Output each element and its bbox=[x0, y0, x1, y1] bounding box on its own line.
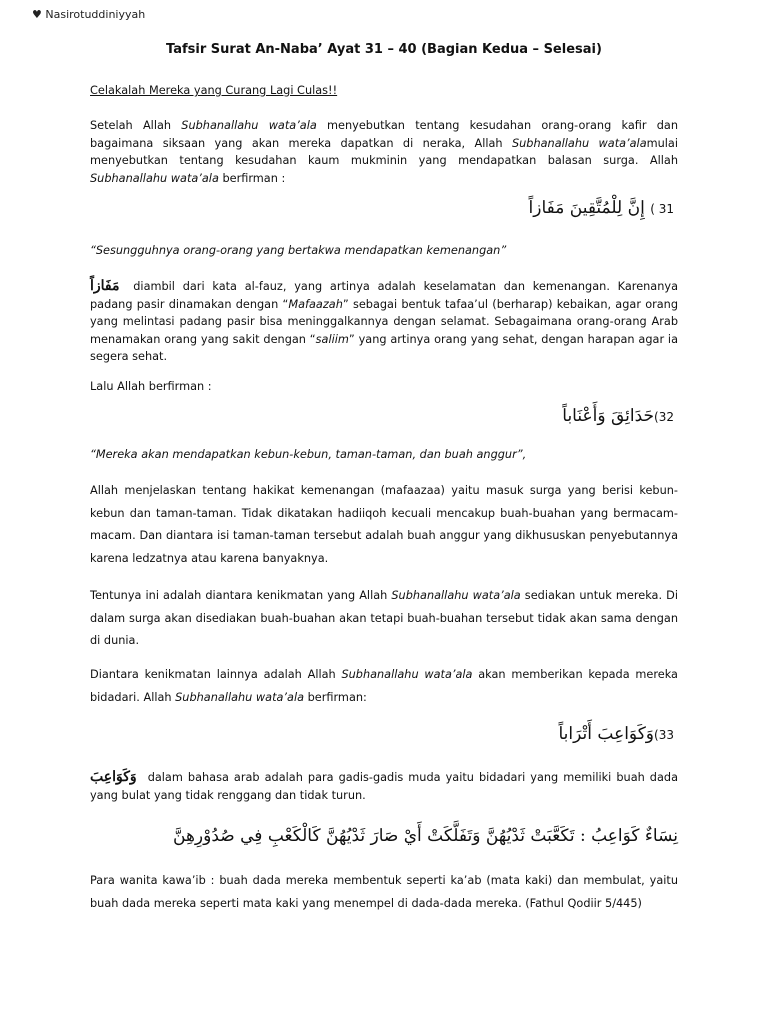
arabic-word-mafaza: مَفَازاً bbox=[90, 278, 120, 294]
paragraph-4: Allah menjelaskan tentang hakikat kemenangan (mafaazaa) yaitu masuk surga yang berisi kebun-kebun dan taman-taman. Tidak dikatakan hadiiqoh kecuali mencakup buah-buahan yang bermacam-macam. Dan diantara isi taman-taman tersebut adalah buah anggur yang dikhususkan penyebutannya karena ledzatnya atau karena banyaknya. bbox=[90, 484, 678, 565]
page-header bbox=[32, 8, 145, 21]
ayah-33: 33)وَكَوَاعِبَ أَتْرَاباً bbox=[558, 724, 674, 744]
translation-32: “Mereka akan mendapatkan kebun-kebun, taman-taman, dan buah anggur”, bbox=[90, 448, 527, 461]
paragraph-8: Para wanita kawa’ib : buah dada mereka membentuk seperti ka’ab (mata kaki) dan membulat, yaitu buah dada mereka seperti mata kaki yang menempel di dada-dada mereka. (Fathul Qodiir 5/445) bbox=[90, 874, 678, 910]
paragraph-1: Setelah Allah Subhanallahu wata’ala menyebutkan tentang kesudahan orang-orang kafir dan bagaimana siksaan yang akan mereka dapatkan di neraka, Allah Subhanallahu wata’alamulai menyebutkan tentang kesudahan kaum mukminin yang mendapatkan balasan surga. Allah Subhanallahu wata’ala berfirman : bbox=[90, 119, 678, 185]
subheading: Celakalah Mereka yang Curang Lagi Culas!! bbox=[90, 84, 338, 97]
arabic-word-kawaib: وَكَوَاعِبَ bbox=[90, 769, 137, 785]
paragraph-2: مَفَازاً diambil dari kata al-fauz, yang artinya adalah keselamatan dan kemenangan. Karenanya padang pasir dinamakan dengan “Mafaazah” sebagai bentuk tafaa’ul (berharap) kebaikan, agar orang yang melintasi padang pasir bisa meninggalkannya dengan selamat. Sebagaimana orang-orang Arab menamakan orang yang sakit dengan “saliim” yang artinya orang yang sehat, dengan harapan agar ia segera sehat. bbox=[90, 278, 679, 363]
translation-31: “Sesungguhnya orang-orang yang bertakwa mendapatkan kemenangan” bbox=[90, 244, 507, 257]
paragraph-6: Diantara kenikmatan lainnya adalah Allah Subhanallahu wata’ala akan memberikan kepada mereka bidadari. Allah Subhanallahu wata’ala berfirman: bbox=[90, 668, 678, 704]
page-title: Tafsir Surat An-Naba’ Ayat 31 – 40 (Bagian Kedua – Selesai) bbox=[166, 42, 602, 57]
heart-icon: ♥ bbox=[32, 8, 42, 21]
ayah-31: 31 ) إِنَّ لِلْمُتَّقِينَ مَفَازاً bbox=[528, 198, 674, 218]
arabic-explanation: نِسَاءٌ كَوَاعِبُ : تَكَعَّبَتْ ثَدْيُهُنَّ وَتَفَلَّكَتْ أَيْ صَارَ ثَدْيُهُنَّ كَالْكَعْبِ فِي صُدُوْرِهِنَّ bbox=[173, 826, 678, 846]
paragraph-7: وَكَوَاعِبَ dalam bahasa arab adalah para gadis-gadis muda yaitu bidadari yang memiliki buah dada yang bulat yang tidak renggang dan tidak turun. bbox=[90, 769, 678, 802]
author-name: Nasirotuddiniyyah bbox=[45, 8, 146, 21]
ayah-32: 32)حَدَائِقَ وَأَعْنَاباً bbox=[562, 406, 674, 426]
paragraph-3: Lalu Allah berfirman : bbox=[90, 380, 212, 393]
paragraph-5: Tentunya ini adalah diantara kenikmatan yang Allah Subhanallahu wata’ala sediakan untuk mereka. Di dalam surga akan disediakan buah-buahan akan tetapi buah-buahan tersebut tidak akan sama dengan di dunia. bbox=[90, 589, 678, 647]
